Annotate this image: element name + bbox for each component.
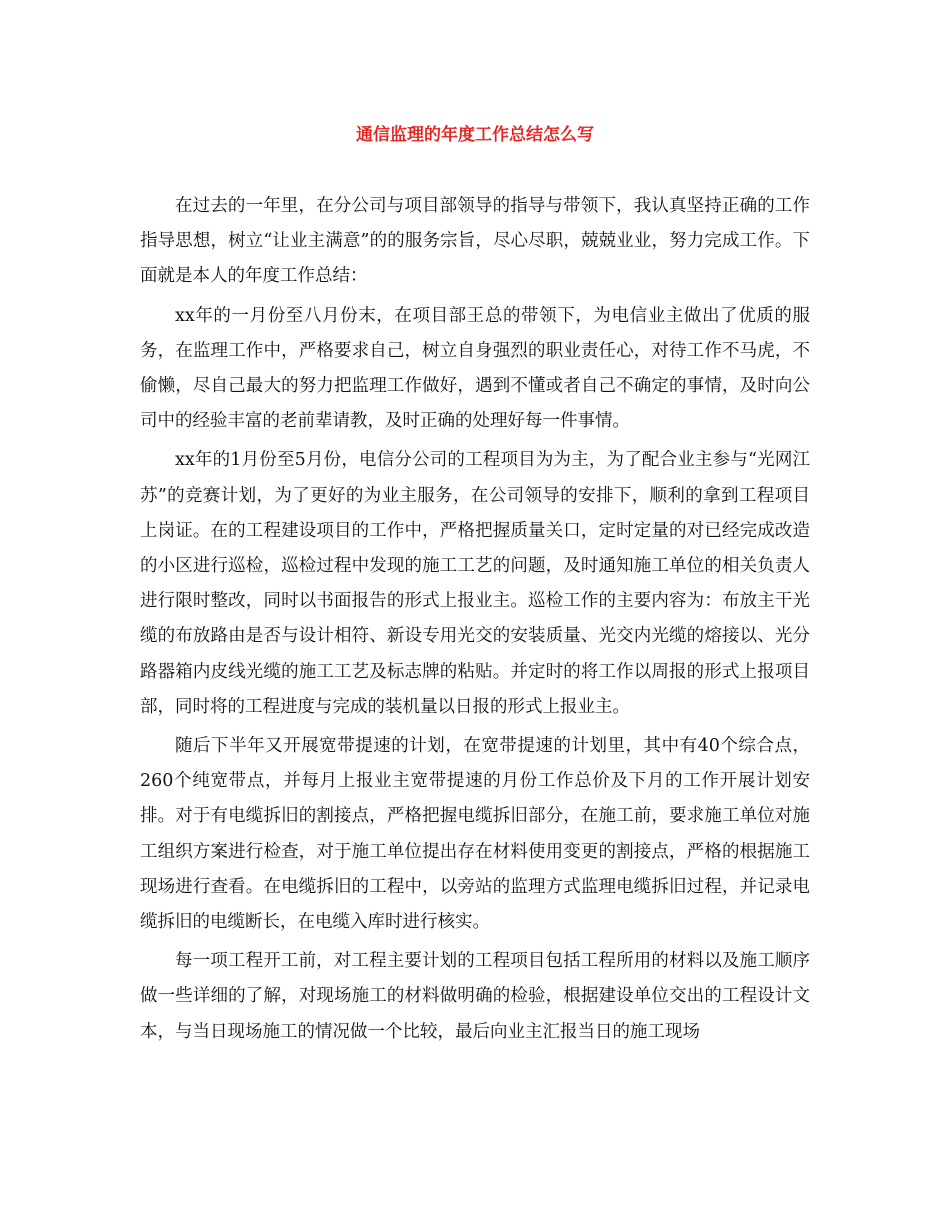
paragraph-jan-may: xx年的1月份至5月份，电信分公司的工程项目为为主，为了配合业主参与“光网江苏”的竞赛计划，为了更好的为业主服务，在公司领导的安排下，顺利的拿到工程项目上岗证。在的工程建设项目的工作中，严格把握质量关口，定时定量的对已经完成改造的小区进行巡检，巡检过程中发现的施工工艺的问题，及时通知施工单位的相关负责人进行限时整改，同时以书面报告的形式上报业主。巡检工作的主要内容为：布放主干光缆的布放路由是否与设计相符、新设专用光交的安装质量、光交内光缆的熔接以、光分路器箱内皮线光缆的施工工艺及标志牌的粘贴。并定时的将工作以周报的形式上报项目部，同时将的工程进度与完成的装机量以日报的形式上报业主。 bbox=[140, 450, 810, 717]
paragraph-project-start: 每一项工程开工前，对工程主要计划的工程项目包括工程所用的材料以及施工顺序做一些详细的了解，对现场施工的材料做明确的检验，根据建设单位交出的工程设计文本，与当日现场施工的情况做一个比较，最后向业主汇报当日的施工现场 bbox=[140, 951, 810, 1042]
paragraph-jan-aug: xx年的一月份至八月份末，在项目部王总的带领下，为电信业主做出了优质的服务，在监理工作中，严格要求自己，树立自身强烈的职业责任心，对待工作不马虎，不偷懒，尽自己最大的努力把监理工作做好，遇到不懂或者自己不确定的事情，及时向公司中的经验丰富的老前辈请教，及时正确的处理好每一件事情。 bbox=[140, 305, 810, 432]
document-title: 通信监理的年度工作总结怎么写 bbox=[356, 125, 594, 145]
document-body bbox=[140, 189, 810, 1054]
paragraph-broadband: 随后下半年又开展宽带提速的计划，在宽带提速的计划里，其中有40个综合点，260个纯宽带点，并每月上报业主宽带提速的月份工作总价及下月的工作开展计划安排。对于有电缆拆旧的割接点，严格把握电缆拆旧部分，在施工前，要求施工单位对施工组织方案进行检查，对于施工单位提出存在材料使用变更的割接点，严格的根据施工现场进行查看。在电缆拆旧的工程中，以旁站的监理方式监理电缆拆旧过程，并记录电缆拆旧的电缆断长，在电缆入库时进行核实。 bbox=[140, 736, 810, 933]
paragraph-intro: 在过去的一年里，在分公司与项目部领导的指导与带领下，我认真坚持正确的工作指导思想，树立“让业主满意”的的服务宗旨，尽心尽职，兢兢业业，努力完成工作。下面就是本人的年度工作总结： bbox=[140, 196, 810, 287]
